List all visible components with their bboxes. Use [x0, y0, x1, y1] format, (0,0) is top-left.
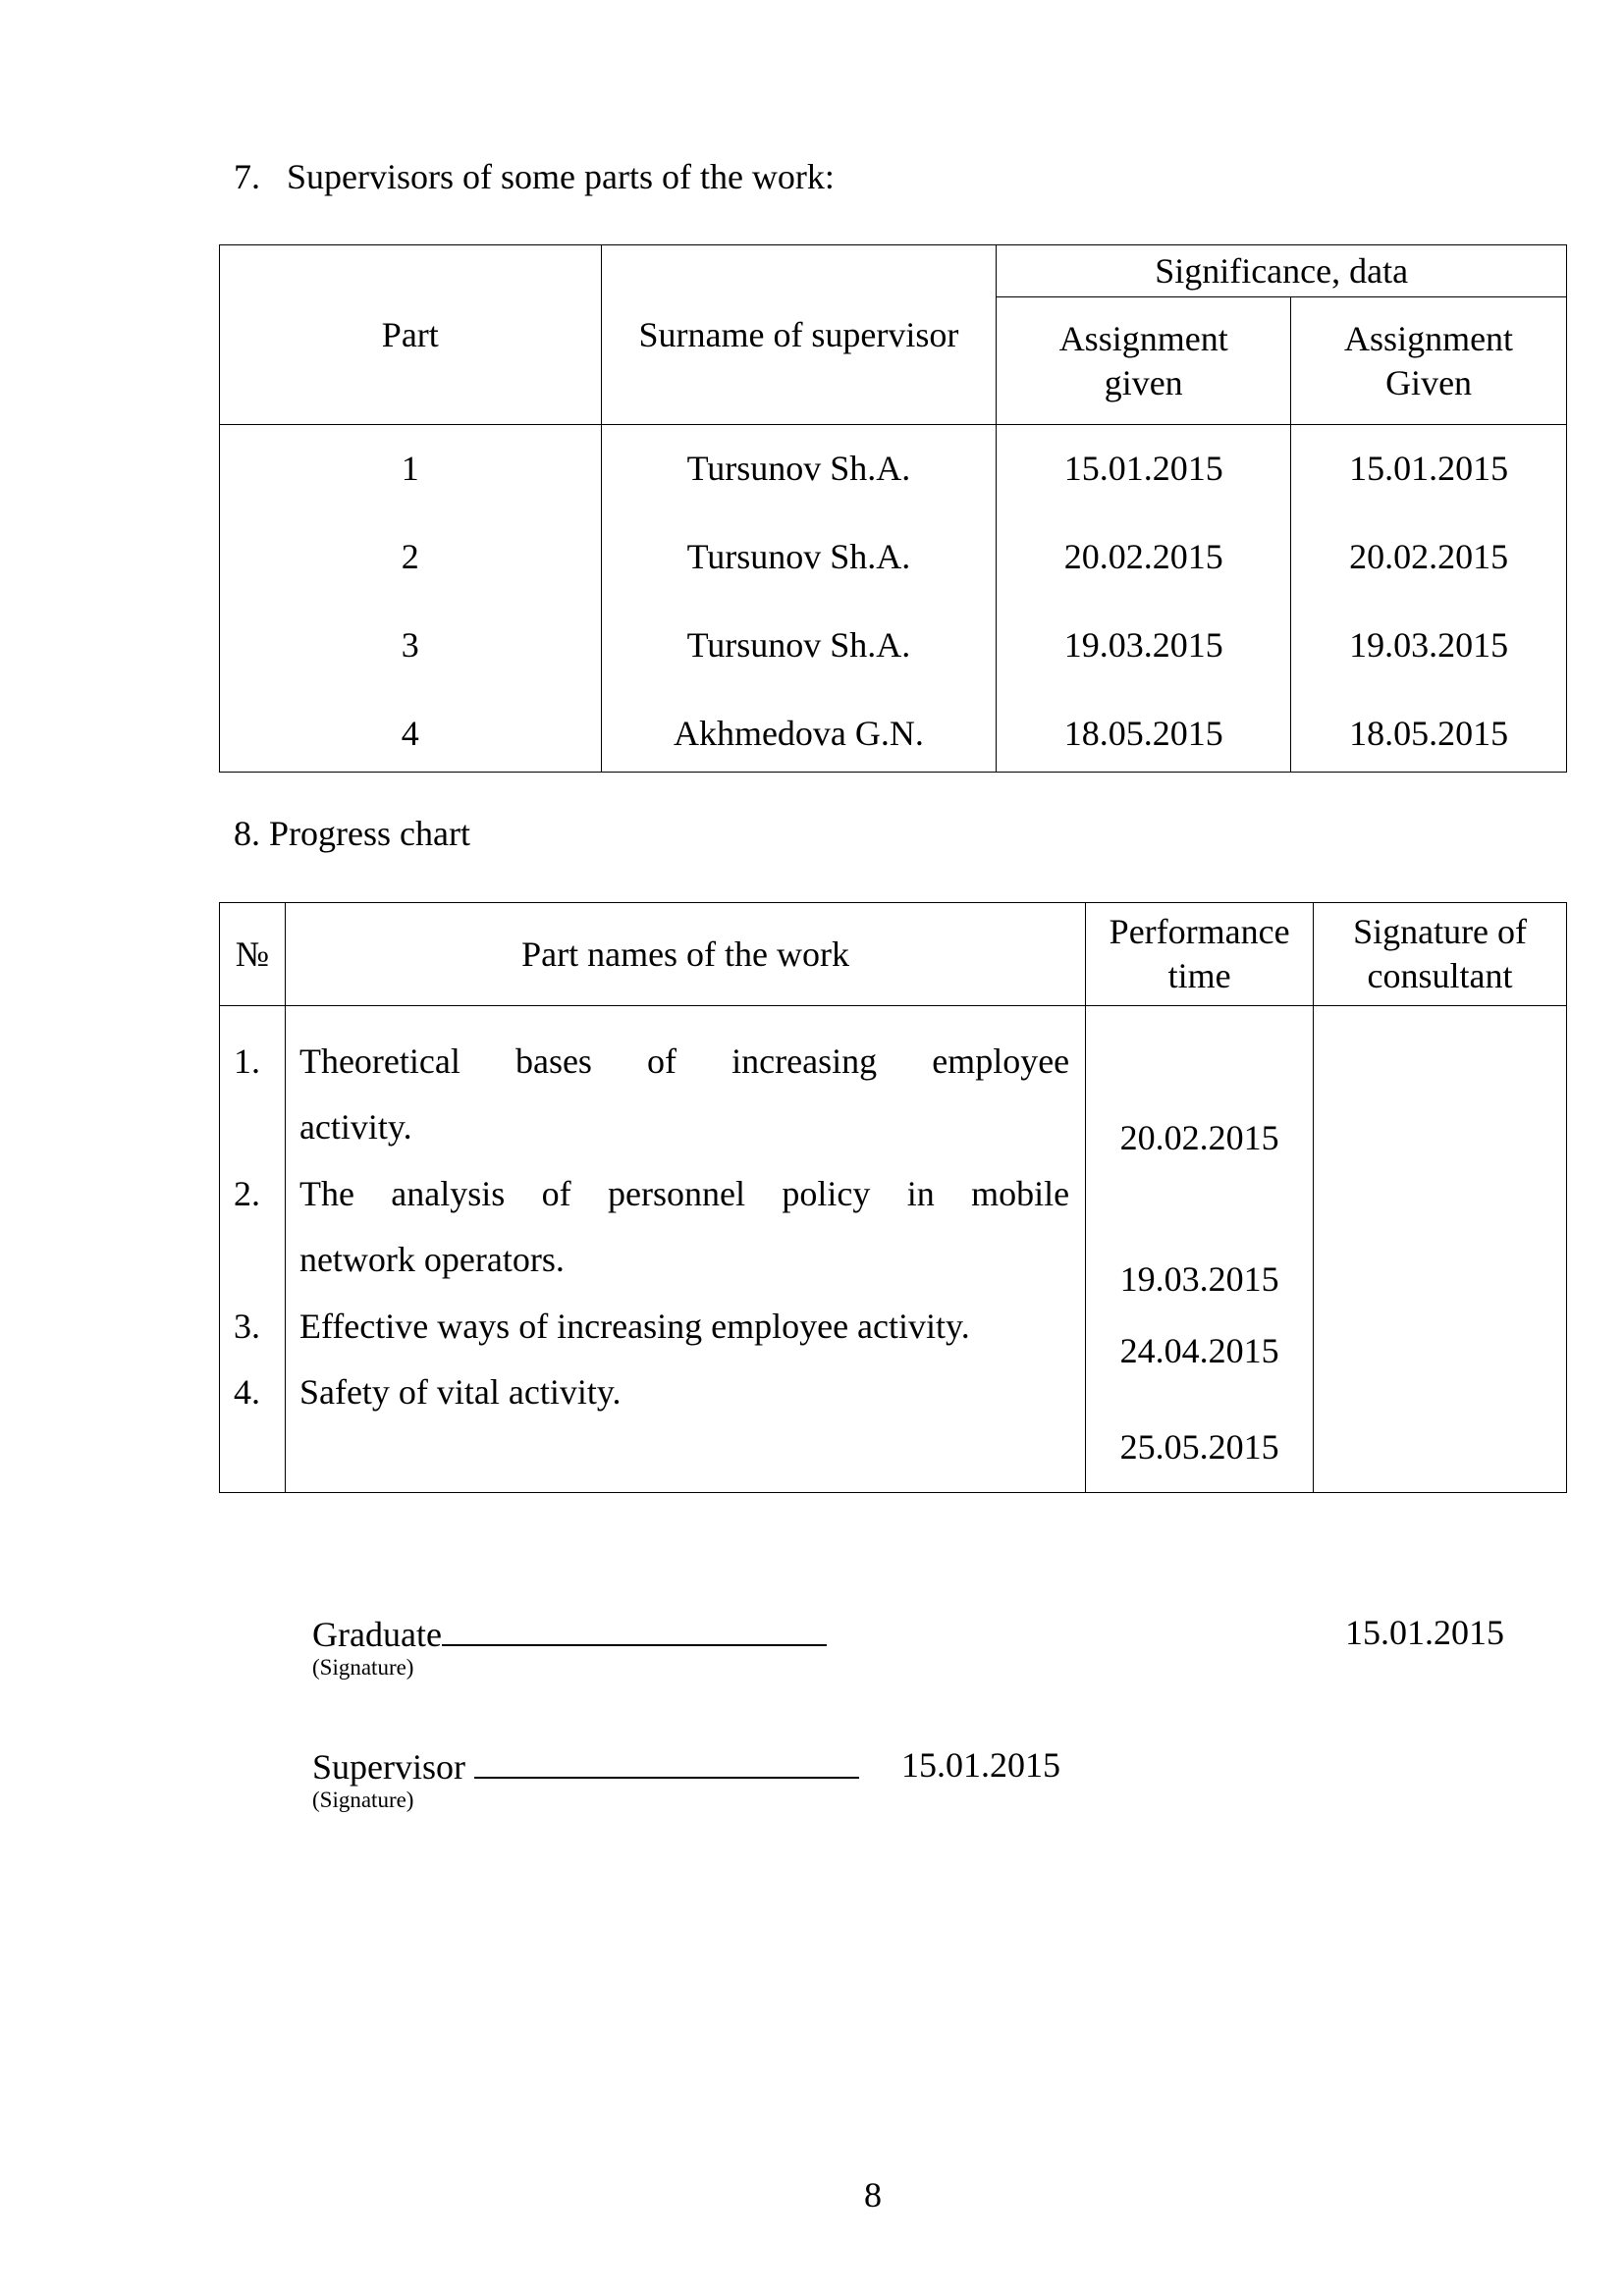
surnames-column — [601, 425, 997, 773]
time-value: 19.03.2015 — [1119, 1259, 1279, 1299]
table-cell: 20.02.2015 — [1063, 537, 1223, 576]
table-cell: 19.03.2015 — [1063, 625, 1223, 665]
table-cell: 18.05.2015 — [1349, 714, 1509, 753]
header-consultant-signature: Signature of consultant — [1314, 903, 1567, 1006]
supervisor-signature-line — [312, 1747, 859, 1785]
given-column-1 — [997, 425, 1291, 773]
supervisor-label: Supervisor — [312, 1747, 465, 1787]
list-item: Effective ways of increasing employee activity. — [298, 1307, 970, 1346]
list-item: The analysis of personnel policy in mobile — [298, 1174, 1070, 1213]
header-assignment-given-1: Assignment given — [997, 297, 1291, 425]
table-cell: 15.01.2015 — [1349, 449, 1509, 488]
table-cell: 20.02.2015 — [1349, 537, 1509, 576]
table-cell: 19.03.2015 — [1349, 625, 1509, 665]
table-cell: Tursunov Sh.A. — [686, 625, 911, 665]
part-names-column — [285, 1006, 1085, 1493]
list-item: activity. — [298, 1107, 412, 1147]
header-part-names: Part names of the work — [285, 903, 1085, 1006]
list-item: network operators. — [298, 1240, 565, 1279]
table-cell: Tursunov Sh.A. — [686, 537, 911, 576]
table-cell: 1 — [401, 449, 419, 488]
graduate-signature-blank — [442, 1615, 827, 1646]
time-value: 24.04.2015 — [1119, 1331, 1279, 1370]
section-8-heading: 8. Progress chart — [234, 814, 470, 853]
graduate-date: 15.01.2015 — [1345, 1613, 1504, 1652]
table-cell: 3 — [401, 625, 419, 665]
progress-chart-table — [219, 902, 1567, 1493]
graduate-signature-line — [312, 1615, 827, 1652]
supervisors-table — [219, 244, 1567, 773]
list-number: 2. — [234, 1174, 260, 1213]
header-significance: Significance, data — [997, 245, 1567, 297]
graduate-signature-caption: (Signature) — [312, 1655, 414, 1680]
table-cell: 4 — [401, 714, 419, 753]
list-number: 1. — [234, 1041, 260, 1081]
table-cell: 18.05.2015 — [1063, 714, 1223, 753]
performance-time-column — [1086, 1006, 1314, 1493]
table-cell: 15.01.2015 — [1063, 449, 1223, 488]
table-cell: Akhmedova G.N. — [673, 714, 924, 753]
list-item: Safety of vital activity. — [298, 1372, 622, 1412]
consultant-signature-cell — [1314, 1006, 1567, 1493]
list-item: Theoretical bases of increasing employee — [298, 1041, 1070, 1081]
header-surname: Surname of supervisor — [601, 245, 997, 425]
time-value: 20.02.2015 — [1119, 1118, 1279, 1157]
supervisor-signature-blank — [474, 1747, 859, 1779]
header-number: № — [220, 903, 286, 1006]
time-value: 25.05.2015 — [1119, 1427, 1279, 1467]
list-number: 3. — [234, 1307, 260, 1346]
supervisor-signature-caption: (Signature) — [312, 1788, 414, 1812]
given-column-2 — [1291, 425, 1567, 773]
header-assignment-given-2: Assignment Given — [1291, 297, 1567, 425]
parts-column — [220, 425, 602, 773]
header-performance-time: Performance time — [1086, 903, 1314, 1006]
header-part: Part — [220, 245, 602, 425]
graduate-label: Graduate — [312, 1615, 442, 1654]
numbers-column — [220, 1006, 286, 1493]
list-number: 4. — [234, 1372, 260, 1412]
supervisor-date: 15.01.2015 — [901, 1745, 1060, 1785]
table-cell: Tursunov Sh.A. — [686, 449, 911, 488]
page-number: 8 — [864, 2175, 882, 2215]
section-7-heading: 7. Supervisors of some parts of the work: — [234, 157, 835, 196]
table-cell: 2 — [401, 537, 419, 576]
